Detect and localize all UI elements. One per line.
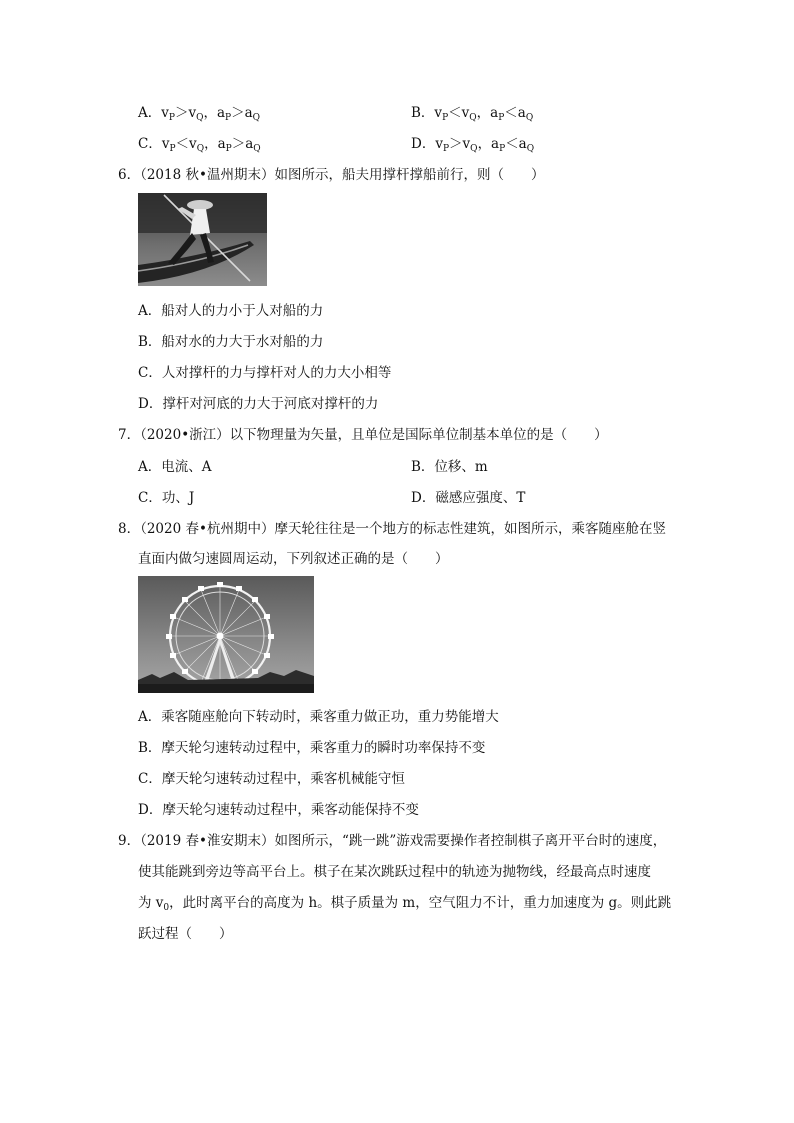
q9-stem-line3: 为 $v_0$，此时离平台的高度为 h。棋子质量为 m，空气阻力不计，重力加速度为 g。则此跳 [138, 895, 672, 913]
q8-option-d[interactable]: D．摩天轮匀速转动过程中，乘客动能保持不变 [138, 802, 419, 818]
q6-option-a[interactable]: A．船对人的力小于人对船的力 [138, 303, 324, 319]
q6-option-c[interactable]: C．人对撑杆的力与撑杆对人的力大小相等 [138, 365, 392, 381]
q5-option-b[interactable]: B．$v_P<v_Q$，$a_P<a_Q$ [411, 105, 534, 123]
ferris-wheel-photo [138, 576, 314, 693]
q5-option-c[interactable]: C．$v_P<v_Q$，$a_P>a_Q$ [138, 136, 261, 154]
q6-option-d[interactable]: D．撑杆对河底的力大于河底对撑杆的力 [138, 396, 379, 412]
q8-stem-line1: 8．（2020 春•杭州期中）摩天轮往往是一个地方的标志性建筑，如图所示，乘客随座舱在竖 [118, 521, 666, 537]
q8-option-c[interactable]: C．摩天轮匀速转动过程中，乘客机械能守恒 [138, 771, 405, 787]
q7-option-a[interactable]: A．电流、A [138, 459, 212, 475]
q8-option-b[interactable]: B．摩天轮匀速转动过程中，乘客重力的瞬时功率保持不变 [138, 740, 486, 756]
q9-stem-line4: 跃过程（ ） [138, 926, 233, 942]
q5-option-a[interactable]: A．$v_P>v_Q$，$a_P>a_Q$ [138, 105, 261, 123]
q7-option-b[interactable]: B．位移、m [411, 459, 488, 475]
q6-option-b[interactable]: B．船对水的力大于水对船的力 [138, 334, 324, 350]
q7-option-d[interactable]: D．磁感应强度、T [411, 490, 526, 506]
q9-stem-line2: 使其能跳到旁边等高平台上。棋子在某次跳跃过程中的轨迹为抛物线，经最高点时速度 [138, 864, 651, 880]
boatman-photo [138, 193, 267, 286]
q7-stem: 7．（2020•浙江）以下物理量为矢量，且单位是国际单位制基本单位的是（ ） [118, 427, 608, 443]
q5-option-d[interactable]: D．$v_P>v_Q$，$a_P<a_Q$ [411, 136, 535, 154]
q9-stem-line1: 9．（2019 春•淮安期末）如图所示，“跳一跳”游戏需要操作者控制棋子离开平台时的速度， [118, 833, 667, 849]
q8-option-a[interactable]: A．乘客随座舱向下转动时，乘客重力做正功，重力势能增大 [138, 709, 499, 725]
q8-stem-line2: 直面内做匀速圆周运动，下列叙述正确的是（ ） [138, 551, 449, 567]
q7-option-c[interactable]: C．功、J [138, 490, 195, 506]
q6-stem: 6．（2018 秋•温州期末）如图所示，船夫用撑杆撑船前行，则（ ） [118, 167, 545, 183]
